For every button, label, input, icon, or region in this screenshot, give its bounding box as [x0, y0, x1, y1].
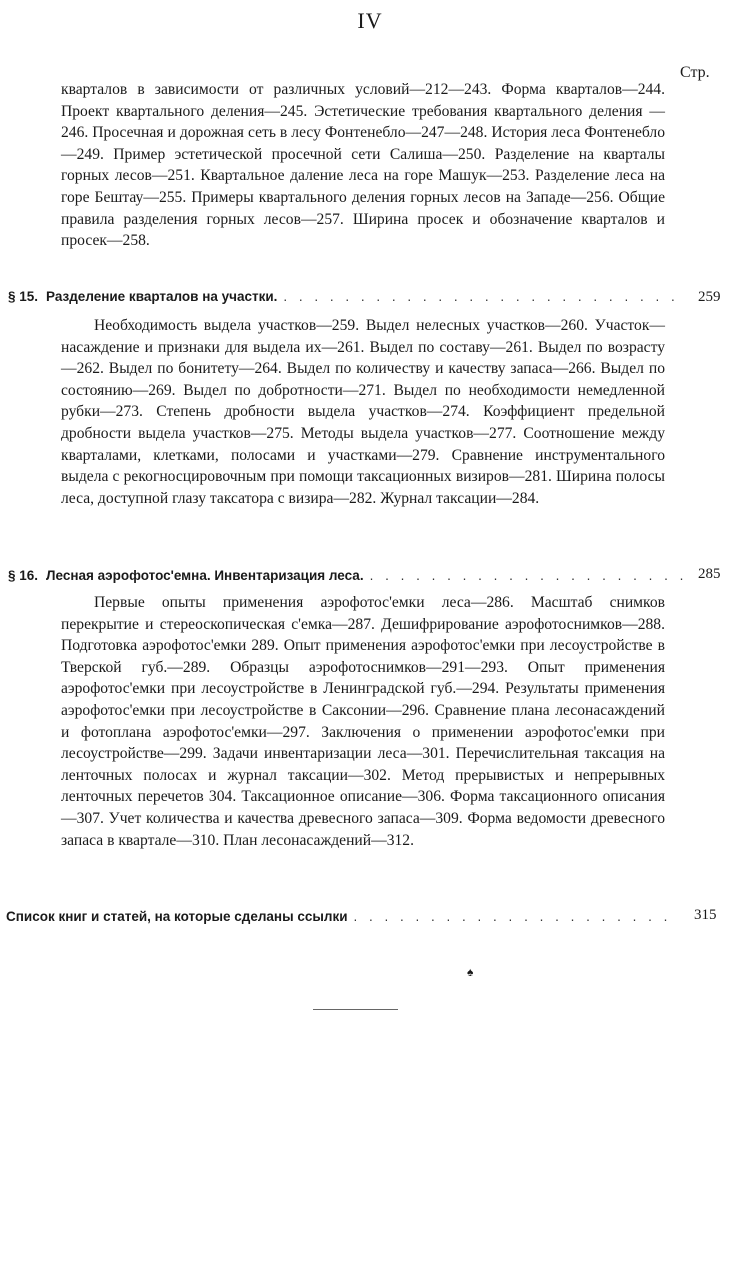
section-16-number: § 16.: [8, 568, 39, 583]
section-16-page: 285: [698, 566, 721, 582]
bibliography-heading: [6, 907, 678, 927]
bibliography-title: Список книг и статей, на которые сделаны ссылки: [6, 909, 348, 924]
dot-leader: [283, 287, 678, 307]
ornament-icon: ♠: [467, 965, 474, 979]
section-15-paragraph: Необходимость выдела участков—259. Выдел нелесных участков—260. Участок—насаждение и признаки для выдела их—261. Выдел по составу—261. Выдел по возрасту—262. Выдел по бонитету—264. Выдел по количеству и качеству запаса—266. Выдел по состоянию—269. Выдел по добротности—271. Выдел по необходимости немедленной рубки—273. Степень дробности выдела участков—274. Коэффициент предельной дробности выдела участков—275. Методы выдела участков—277. Соотношение между кварталами, клетками, полосами и участками—279. Сравнение инструментального выдела с рекогносцировочным при помощи таксационных визиров—281. Ширина полосы леса, доступной глазу таксатора с визира—282. Журнал таксации—284.: [61, 317, 665, 507]
section-15-title: Разделение кварталов на участки.: [46, 289, 278, 304]
divider: [313, 1009, 398, 1010]
dot-leader: [354, 907, 678, 927]
section-15-number: § 15.: [8, 289, 39, 304]
section-16-title: Лесная аэрофотос'емна. Инвентаризация леса.: [46, 568, 364, 583]
dot-leader: [370, 566, 683, 586]
section-15-heading: [8, 287, 678, 307]
intro-paragraph: кварталов в зависимости от различных условий—212—243. Форма кварталов—244. Проект квартального деления—245. Эстетические требования квартального деления — 246. Просечная и дорожная сеть в лесу Фонтенебло—247—248. История леса Фонтенебло—249. Пример эстетической просечной сети Салиша—250. Разделение на кварталы горных лесов—251. Квартальное даление леса на горе Машук—253. Разделение леса на горе Бештау—255. Примеры квартального деления горных лесов на Западе—256. Общие правила разделения горных лесов—257. Ширина просек и обозначение кварталов и просек—258.: [61, 81, 665, 250]
page-number: IV: [357, 8, 383, 33]
page-column-label: Стр.: [680, 64, 710, 81]
section-16-paragraph: Первые опыты применения аэрофотос'емки леса—286. Масштаб снимков перекрытие и стереоскопическая с'емка—287. Дешифрирование аэрофотоснимков—288. Подготовка аэрофотос'емки 289. Опыт применения аэрофотос'емки при лесоустройстве в Тверской губ.—289. Образцы аэрофотоснимков—291—293. Опыт применения аэрофотос'емки при лесоустройстве в Ленинградской губ.—294. Результаты применения аэрофотос'емки при лесоустройстве в Саксонии—296. Сравнение плана лесонасаждений и фотоплана аэрофотос'емки—297. Заключения о применении аэрофотос'емки при лесоустройстве—299. Задачи инвентаризации леса—301. Перечислительная таксация на ленточных полосах и журнал таксации—302. Метод прерывистых и непрерывных ленточных перечетов 304. Таксационное описание—306. Форма таксационного описания—307. Учет количества и качества древесного запаса—309. Форма ведомости древесного запаса в квартале—310. План лесонасаждений—312.: [61, 594, 665, 849]
bibliography-page: 315: [694, 907, 717, 923]
section-16-heading: [8, 566, 683, 586]
section-15-page: 259: [698, 289, 721, 305]
